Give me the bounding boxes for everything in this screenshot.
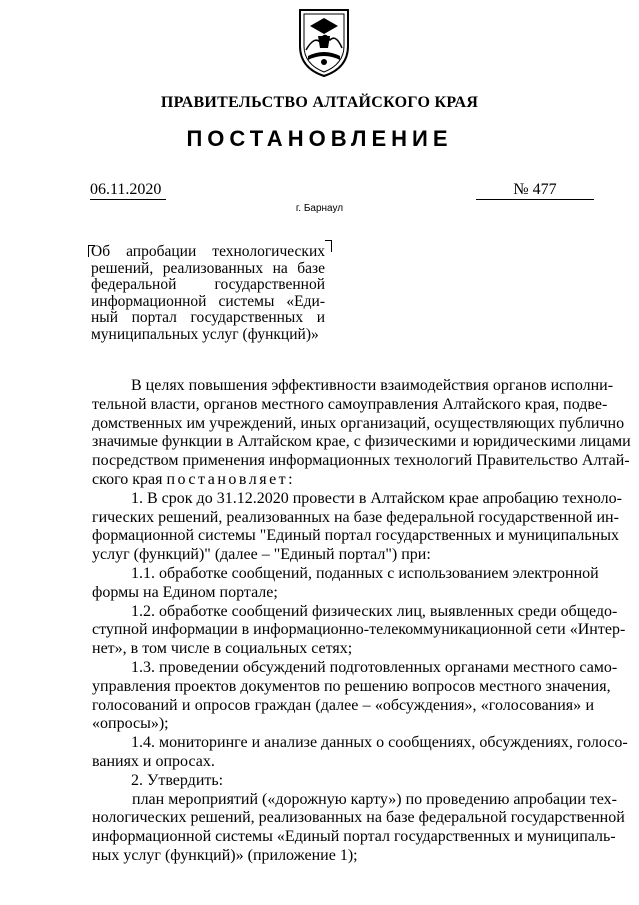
document-type-title: ПОСТАНОВЛЕНИЕ bbox=[186, 126, 453, 151]
body-line: 1.4. мониторинге и анализе данных о сообщениях, обсуждениях, голосо- bbox=[131, 734, 628, 752]
body-line: информационной системы «Единый портал государственных и муниципаль- bbox=[92, 828, 616, 846]
body-line: нет», в том числе в социальных сетях; bbox=[92, 640, 353, 658]
coat-of-arms-emblem bbox=[292, 6, 356, 80]
body-line: управления проектов документов по решению вопросов местного значения, bbox=[92, 677, 611, 695]
body-line: ступной информации в информационно-телекоммуникационной сети «Интер- bbox=[92, 621, 626, 639]
body-line: ных услуг (функций)» (приложение 1); bbox=[92, 846, 358, 864]
organization-name: ПРАВИТЕЛЬСТВО АЛТАЙСКОГО КРАЯ bbox=[160, 94, 479, 111]
body-line bbox=[92, 471, 594, 490]
body-line: 1.3. проведении обсуждений подготовленных органами местного само- bbox=[131, 658, 618, 676]
subject-line: ный портал государственных и bbox=[91, 309, 325, 326]
body-line: 1.2. обработке сообщений физических лиц, выявленных среди общедо- bbox=[131, 602, 618, 620]
body-fragment: ского края bbox=[92, 470, 163, 488]
body-line: 1. В срок до 31.12.2020 провести в Алтайском крае апробацию техноло- bbox=[131, 489, 622, 507]
body-line: ваниях и опросах. bbox=[92, 752, 215, 770]
body-line: В целях повышения эффективности взаимодействия органов исполни- bbox=[131, 377, 614, 394]
resolve-word: постановляет: bbox=[166, 470, 296, 488]
body-line: «опросы»); bbox=[92, 715, 169, 733]
body-line: домственных им учреждений, иных организаций, осуществляющих публично bbox=[92, 414, 625, 432]
subject-line: решений, реализованных на базе bbox=[91, 259, 325, 277]
document-subject bbox=[91, 244, 325, 343]
document-date: 06.11.2020 bbox=[90, 181, 166, 200]
body-line: услуг (функций)" (далее – "Единый портал") при: bbox=[92, 546, 431, 564]
body-line: тельной власти, органов местного самоуправления Алтайского края, подве- bbox=[92, 395, 608, 413]
subject-line: Об апробации технологических bbox=[91, 243, 325, 260]
document-body bbox=[92, 377, 631, 866]
body-line: формационной системы "Единый портал государственных и муниципальных bbox=[92, 527, 619, 545]
document-number: № 477 bbox=[476, 181, 594, 200]
subject-bracket-right bbox=[325, 240, 332, 252]
body-line: 2. Утвердить: bbox=[131, 771, 224, 789]
subject-line: федеральной государственной bbox=[91, 276, 325, 293]
body-line: голосований и опросов граждан (далее – «обсуждения», «голосования» и bbox=[92, 696, 594, 714]
body-line: план мероприятий («дорожную карту») по проведению апробации тех- bbox=[132, 790, 617, 808]
subject-line: информационной системы «Еди- bbox=[91, 292, 325, 310]
body-line: гических решений, реализованных на базе федеральной государственной ин- bbox=[92, 508, 619, 526]
body-line: значимые функции в Алтайском крае, с физическими и юридическими лицами bbox=[92, 433, 631, 451]
subject-line: муниципальных услуг (функций)» bbox=[91, 325, 319, 343]
city-name: г. Барнаул bbox=[295, 203, 344, 214]
body-line: посредством применения информационных технологий Правительство Алтай- bbox=[92, 452, 630, 470]
body-line: 1.1. обработке сообщений, поданных с использованием электронной bbox=[131, 564, 599, 582]
body-line: нологических решений, реализованных на базе федеральной государственной bbox=[92, 809, 625, 827]
body-line: формы на Едином портале; bbox=[92, 583, 278, 601]
